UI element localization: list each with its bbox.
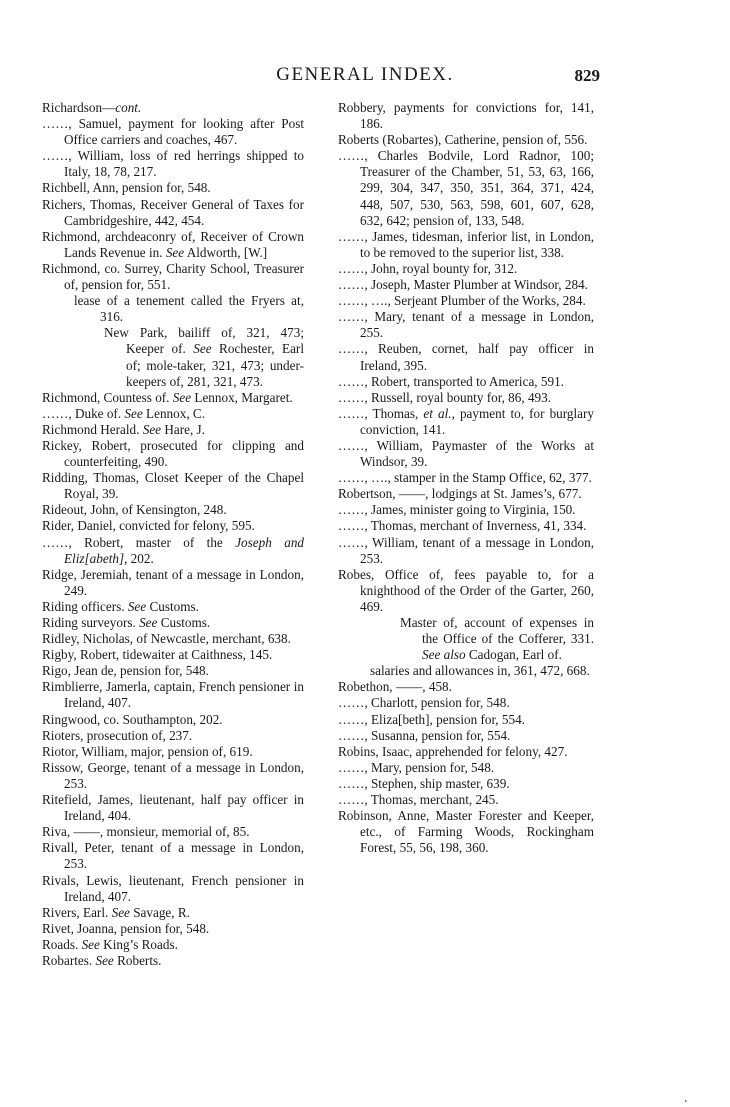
index-entry: ……, Mary, tenant of a message in London, 255. [338,309,594,341]
index-entry: Rider, Daniel, convicted for felony, 595. [42,518,255,534]
index-entry: Rivals, Lewis, lieutenant, French pensioner in Ireland, 407. [42,872,304,904]
index-entry: ……, Susanna, pension for, 554. [338,727,511,743]
index-entry: ……, …., stamper in the Stamp Office, 62, 377. [338,470,592,486]
index-entry: ……, William, tenant of a message in London, 253. [338,534,594,566]
index-entry: ……, Thomas, et al., payment to, for burglary conviction, 141. [338,405,595,437]
index-entry: ……, Charlott, pension for, 548. [338,695,510,711]
index-entry: Rigo, Jean de, pension for, 548. [42,663,209,679]
index-entry: Richers, Thomas, Receiver General of Taxes for Cambridgeshire, 442, 454. [42,196,304,228]
index-entry: ……, Charles Bodvile, Lord Radnor, 100; Treasurer of the Chamber, 51, 53, 63, 166, 299, 304, 347, 350, 351, 364, 371, 424, 448, 507, 530, 563, 598, 601, 607, 628, 632, 642; pension of, 133, 548. [338,148,594,228]
index-entry: Robes, Office of, fees payable to, for a knighthood of the Order of the Garter, 260, 469. [338,566,594,614]
index-entry: Rioters, prosecution of, 237. [42,727,193,743]
index-entry: Rivet, Joanna, pension for, 548. [42,920,210,936]
index-entry: ……, Robert, transported to America, 591. [338,373,564,389]
index-entry: ……, William, Paymaster of the Works at Windsor, 39. [338,437,594,470]
index-entry: ……, …., Serjeant Plumber of the Works, 284. [338,293,586,309]
index-entry: Richbell, Ann, pension for, 548. [42,180,211,196]
index-entry: ……, James, tidesman, inferior list, in London, to be removed to the superior list, 338. [338,228,594,260]
index-entry: ……, Reuben, cornet, half pay officer in Ireland, 395. [338,341,594,373]
index-entry: Robinson, Anne, Master Forester and Keeper, etc., of Farming Woods, Rockingham Forest, 55, 56, 198, 360. [338,808,594,856]
index-entry: Master of, account of expenses in the Office of the Cofferer, 331. See also Cadogan, Earl of. [400,615,594,663]
index-entry: Ridge, Jeremiah, tenant of a message in London, 249. [42,566,304,598]
index-entry: Richardson—cont. [42,100,142,115]
index-entry: New Park, bailiff of, 321, 473; Keeper of. See Rochester, Earl of; mole-taker, 321, 473; under-keepers of, 281, 321, 473. [104,325,304,389]
index-entry: ……, Samuel, payment for looking after Post Office carriers and coaches, 467. [42,116,304,148]
index-entry: Ritefield, James, lieutenant, half pay officer in Ireland, 404. [42,792,304,824]
index-entry: Rigby, Robert, tidewaiter at Caithness, 145. [42,647,273,663]
index-entry: Rickey, Robert, prosecuted for clipping and counterfeiting, 490. [42,437,304,470]
index-entry: ……, Robert, master of the Joseph and Eliz[abeth], 202. [42,534,305,566]
index-entry: Robertson, ——, lodgings at St. James’s, 677. [338,486,582,502]
index-entry: Ridding, Thomas, Closet Keeper of the Chapel Royal, 39. [42,470,304,502]
index-entry: ……, Joseph, Master Plumber at Windsor, 284. [338,277,588,293]
index-entry: Robartes. See Roberts. [42,952,162,968]
index-entry: Robethon, ——, 458. [338,679,452,695]
page-corner-mark: ˛ [684,1092,688,1103]
index-entry: ……, John, royal bounty for, 312. [338,260,518,276]
index-entry: Robins, Isaac, apprehended for felony, 427. [338,743,568,759]
index-entry: Richmond, Countess of. See Lennox, Margaret. [42,389,293,405]
index-entry: Roberts (Robartes), Catherine, pension of, 556. [338,132,588,148]
index-entry: Riva, ——, monsieur, memorial of, 85. [42,824,250,840]
index-entry: Riotor, William, major, pension of, 619. [42,743,253,759]
index-entry: ……, James, minister going to Virginia, 150. [338,502,576,518]
index-entry: ……, Stephen, ship master, 639. [338,775,510,791]
index-entry: Rimblierre, Jamerla, captain, French pensioner in Ireland, 407. [42,679,304,711]
index-column-left [42,100,304,969]
running-title: GENERAL INDEX. [276,64,454,85]
page-header [0,64,730,88]
index-entry: ……, Eliza[beth], pension for, 554. [338,711,525,727]
index-entry: ……, Duke of. See Lennox, C. [42,405,206,421]
index-entry: Riding officers. See Customs. [42,598,199,614]
index-entry: Ridley, Nicholas, of Newcastle, merchant, 638. [42,631,291,647]
index-entry: Richmond, archdeaconry of, Receiver of Crown Lands Revenue in. See Aldworth, [W.] [42,228,304,260]
index-entry: Rissow, George, tenant of a message in London, 253. [42,759,304,791]
index-entry: Roads. See King’s Roads. [42,936,178,952]
index-entry: ……, William, loss of red herrings shipped to Italy, 18, 78, 217. [42,148,304,180]
index-entry: Robbery, payments for convictions for, 141, 186. [338,100,594,132]
index-entry: Rivall, Peter, tenant of a message in London, 253. [42,840,304,872]
index-entry: lease of a tenement called the Fryers at, 316. [74,293,304,325]
page-number: 829 [574,66,600,85]
index-entry: Richmond Herald. See Hare, J. [42,421,205,437]
index-column-right [338,100,594,856]
index-entry: ……, Russell, royal bounty for, 86, 493. [338,389,552,405]
index-entry: Rivers, Earl. See Savage, R. [42,904,190,920]
index-entry: ……, Mary, pension for, 548. [338,759,495,775]
index-entry: ……, Thomas, merchant of Inverness, 41, 334. [338,518,587,534]
index-entry: Richmond, co. Surrey, Charity School, Treasurer of, pension for, 551. [42,260,304,293]
index-entry: salaries and allowances in, 361, 472, 668. [370,663,590,679]
index-entry: ……, Thomas, merchant, 245. [338,792,499,808]
index-entry: Riding surveyors. See Customs. [42,615,211,630]
index-entry: Ringwood, co. Southampton, 202. [42,711,223,727]
index-entry: Rideout, John, of Kensington, 248. [42,502,227,518]
